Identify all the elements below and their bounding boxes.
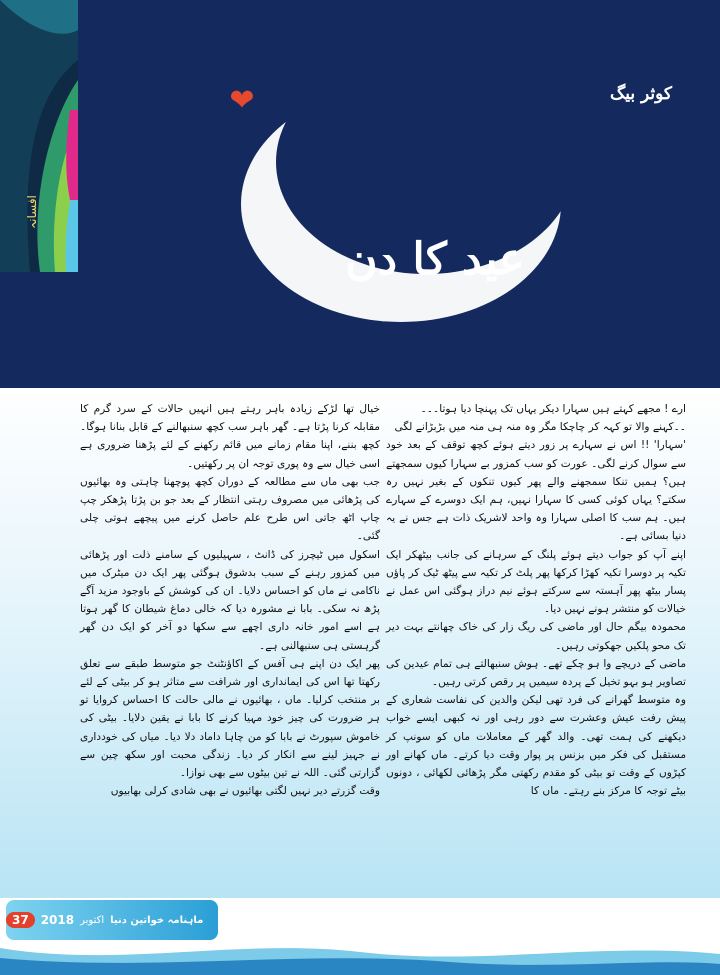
issue-year: 2018	[40, 913, 75, 927]
section-label: افسانہ	[25, 195, 39, 229]
paragraph: اسکول میں ٹیچرز کی ڈانٹ ، سہیلیوں کے سامنے ذلت اور پڑھائی میں کمزور رہنے کے سبب بدشوق ہوگئی پھر ایک دن میٹرک میں ناکامی نے ماں کو احساس دلایا۔ ان کی کوشش کے باوجود مزید آگے پڑھ نہ سکی۔ بابا نے مشورہ دیا کہ خالی دماغ شیطان کا گھر ہوتا ہے اسے امور خانہ داری اچھے سے سکھا دو آخر کو ایک دن گھر گرہستی ہی سنبھالنی ہے۔	[80, 548, 380, 652]
paragraph: ماضی کے دریچے وا ہو چکے تھے۔ ہوش سنبھالتے ہی تمام عیدین کی تصاویر ہو بہو تخیل کے پردہ سیمیں پر رقص کرتی رہیں۔	[386, 657, 686, 689]
text-column-left	[80, 400, 380, 894]
magazine-footer-bar	[6, 900, 218, 940]
page-number: 37	[6, 912, 35, 928]
paragraph: ارے ! مجھے کہتے ہیں سہارا دیکر یہاں تک پہنچا دیا ہوتا۔۔۔	[420, 403, 686, 415]
magazine-name: ماہنامہ خواتین دنیا	[110, 914, 204, 926]
author-name: کوثر بیگ	[610, 84, 672, 104]
paragraph: ۔۔کہنے والا تو کہہ کر چاچکا مگر وہ منہ ہی منہ میں بڑبڑانے لگی	[394, 421, 686, 434]
text-column-right	[386, 400, 686, 894]
issue-month: اکتوبر	[80, 914, 105, 926]
heart-icon: ❤	[229, 83, 255, 118]
story-header-banner	[0, 0, 720, 388]
paragraph: 'سہارا' !! اس نے سہارے پر زور دیتے ہوئے کچھ توقف کے بعد خود سے سوال کرنے لگی۔ عورت کو سب کمزور بے سہارا کیوں سمجھتے ہیں؟ ہمیں تنکا سمجھنے والے پھر کیوں تنکوں کے بغیر نہیں رہ سکتے؟ یہاں کوئی کسی کا سہارا نہیں، ہم ایک دوسرے کے سہارے ہیں۔ ہم سب کا اصلی سہارا وہ واحد لاشریک ذات ہے جس نے یہ دنیا بسائی ہے۔	[386, 439, 686, 543]
paragraph: پھر ایک دن اپنے ہی آفس کے اکاؤنٹنٹ جو متوسط طبقے سے تعلق رکھتا تھا اس کی ایمانداری اور شرافت سے متاثر ہو کر بیٹی کے لئے بر منتخب کرلیا۔ ماں ، بھائیوں نے مالی حالت کا احساس کروایا تو ہر ضرورت کی چیز خود مہیا کرنے کا بابا نے یقین دلایا۔ بیٹی کی خاموش سپورٹ نے بابا کو من چاہا داماد دلا دیا۔ میاں کی خودداری نے جہیز لینے سے انکار کر دیا۔ زندگی محبت اور سکھ چین سے گزارتی گئی۔ اللہ نے تین بیٹوں سے بھی نوازا۔	[80, 657, 380, 780]
paragraph: خیال تھا لڑکے زیادہ باہر رہتے ہیں انہیں حالات کے سرد گرم کا مقابلہ کرنا پڑتا ہے۔ گھر باہر سب کچھ سنبھالنے کے قابل بنانا ہوگا۔ کچھ بننے، اپنا مقام زمانے میں قائم رکھنے کے لئے پڑھنا ضروری ہے اسی خیال سے وہ پوری توجہ ان پر رکھتیں۔	[80, 403, 380, 470]
crescent-moon-icon	[236, 84, 566, 334]
footer-wave-decoration	[0, 938, 720, 975]
paragraph: جب بھی ماں سے مطالعہ کے دوران کچھ پوچھنا چاہتی وہ بھائیوں کی پڑھائی میں مصروف رہتی انتظار کے بعد جو بن پڑتا پڑھکر چپ چاپ اٹھ جاتی اس طرح علم حاصل کرنے میں پیچھے ہوتی چلی گئی۔	[80, 475, 380, 543]
page-footer	[0, 898, 720, 975]
paragraph: اپنے آپ کو جواب دیتے ہوئے پلنگ کے سرہانے کی جانب بیٹھکر ایک تکیہ پر دوسرا تکیہ کھڑا کرکھا پھر پلٹ کر تکیہ سے پیٹھ ٹیک کر پاؤں پسار بیٹھ پھر آہستہ سے سرکتے ہوئے نیم دراز ہوگئی اس عمل نے خیالات کو منتشر ہونے نہیں دیا۔	[386, 548, 686, 616]
story-title: عید کا دن	[345, 234, 525, 285]
paragraph: وہ متوسط گھرانے کی فرد تھی لیکن والدین کی نفاست شعاری کے پیش رفت عیش وعشرت سے دور رہی اور نہ کبھی ایسے خواب دیکھنے کی ہمت تھی۔ والد گھر کے معاملات ماں کو سونپ کر مستقبل کی فکر میں بزنس پر پوار وقت دیا کرتے۔ ماں کھانے اور کپڑوں کے وقت تو بیٹی کو مقدم رکھتی مگر پڑھائی لکھائی ، دونوں بیٹے توجہ کا مرکز بنے رہتے۔ ماں کا	[386, 694, 686, 798]
paragraph: محمودہ بیگم حال اور ماضی کی ریگ زار کی خاک چھانتے بہت دیر تک محو پلکیں جھکوتی رہیں۔	[386, 621, 686, 652]
paragraph: وقت گزرتے دیر نہیں لگتی بھائیوں نے بھی شادی کرلی بھابیوں	[110, 785, 380, 798]
